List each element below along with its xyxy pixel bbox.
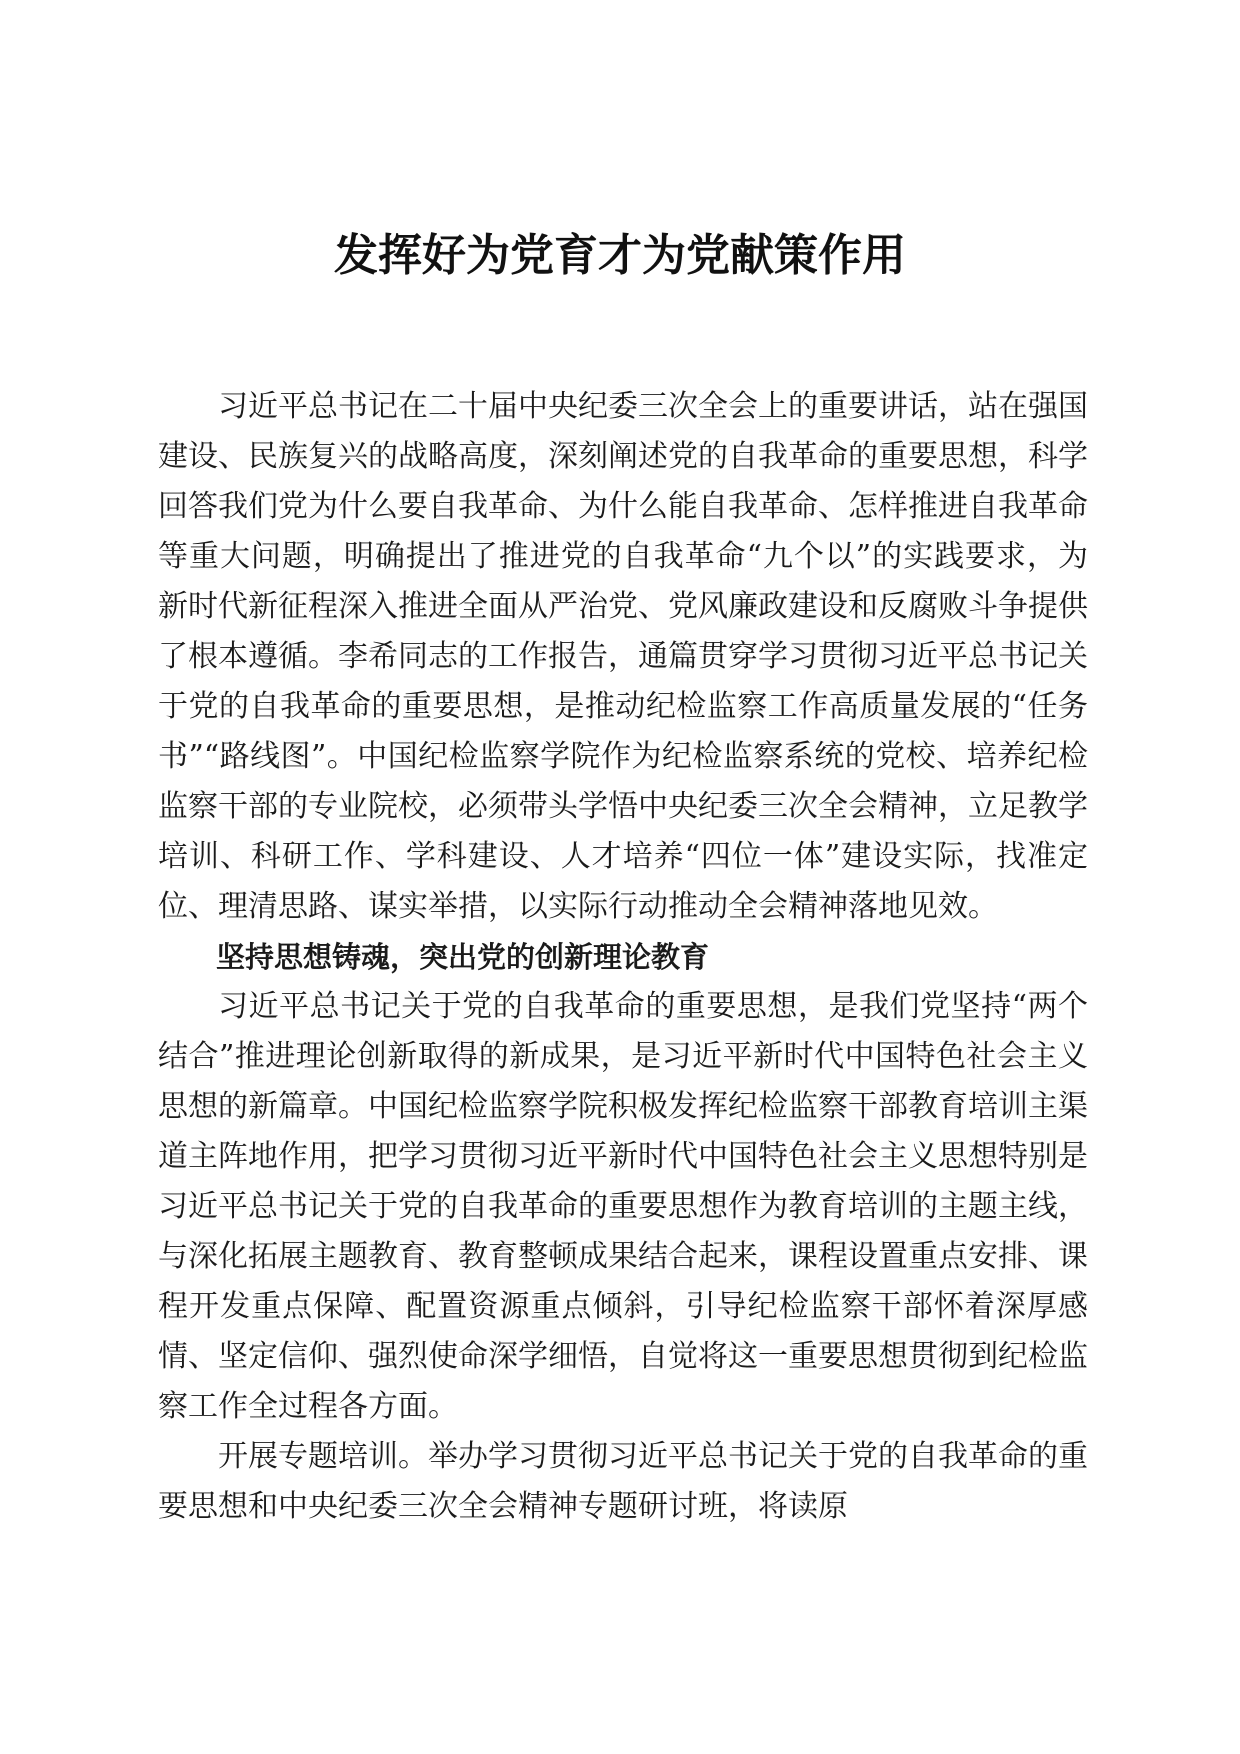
document-body xyxy=(158,382,1088,1532)
document-title: 发挥好为党育才为党献策作用 xyxy=(334,230,906,281)
paragraph-special-training: 开展专题培训。举办学习贯彻习近平总书记关于党的自我革命的重要思想和中央纪委三次全会精神专题研讨班，将读原 xyxy=(158,1439,1088,1524)
section-heading: 坚持思想铸魂，突出党的创新理论教育 xyxy=(216,940,710,974)
paragraph-intro: 习近平总书记在二十届中央纪委三次全会上的重要讲话，站在强国建设、民族复兴的战略高度，深刻阐述党的自我革命的重要思想，科学回答我们党为什么要自我革命、为什么能自我革命、怎样推进自我革命等重大问题，明确提出了推进党的自我革命“九个以”的实践要求，为新时代新征程深入推进全面从严治党、党风廉政建设和反腐败斗争提供了根本遵循。李希同志的工作报告，通篇贯穿学习贯彻习近平总书记关于党的自我革命的重要思想，是推动纪检监察工作高质量发展的“任务书”“路线图”。中国纪检监察学院作为纪检监察系统的党校、培养纪检监察干部的专业院校，必须带头学悟中央纪委三次全会精神，立足教学培训、科研工作、学科建设、人才培养“四位一体”建设实际，找准定位、理清思路、谋实举措，以实际行动推动全会精神落地见效。 xyxy=(158,389,1088,924)
paragraph-section-body: 习近平总书记关于党的自我革命的重要思想，是我们党坚持“两个结合”推进理论创新取得的新成果，是习近平新时代中国特色社会主义思想的新篇章。中国纪检监察学院积极发挥纪检监察干部教育培训主渠道主阵地作用，把学习贯彻习近平新时代中国特色社会主义思想特别是习近平总书记关于党的自我革命的重要思想作为教育培训的主题主线，与深化拓展主题教育、教育整顿成果结合起来，课程设置重点安排、课程开发重点保障、配置资源重点倾斜，引导纪检监察干部怀着深厚感情、坚定信仰、强烈使命深学细悟，自觉将这一重要思想贯彻到纪检监察工作全过程各方面。 xyxy=(158,989,1088,1424)
